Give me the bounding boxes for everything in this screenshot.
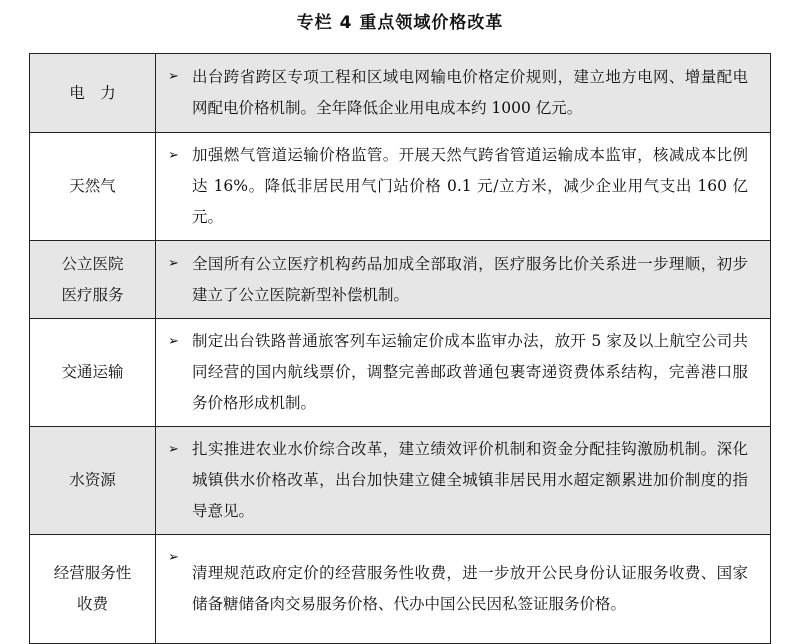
category-label: 天然气 [69,177,116,195]
content-text: 加强燃气管道运输价格监管。开展天然气跨省管道运输成本监审，核减成本比例达 16%。降低非居民用气门站价格 0.1 元/立方米，减少企业用气支出 160 亿元。 [192,146,748,226]
content-text: 清理规范政府定价的经营服务性收费，进一步放开公民身份认证服务收费、国家储备糖储备肉交易服务价格、代办中国公民因私签证服务价格。 [192,564,748,613]
content-text: 出台跨省跨区专项工程和区域电网输电价格定价规则，建立地方电网、增量配电网配电价格机制。全年降低企业用电成本约 1000 亿元。 [192,68,748,117]
content-cell [156,133,771,241]
content-cell [156,427,771,535]
table-row [30,133,771,241]
category-cell [30,319,156,427]
table-row [30,535,771,644]
category-label: 公立医院医疗服务 [61,254,124,304]
category-label: 交通运输 [61,363,124,381]
content-cell [156,535,771,644]
content-text: 制定出台铁路普通旅客列车运输定价成本监审办法，放开 5 家及以上航空公司共同经营的国内航线票价，调整完善邮政普通包裹寄递资费体系结构，完善港口服务价格形成机制。 [192,332,748,412]
category-label: 经营服务性收费 [53,564,132,613]
arrow-right-icon: ➢ [168,148,179,163]
arrow-right-icon: ➢ [168,69,179,84]
category-cell [30,54,156,133]
arrow-right-icon: ➢ [168,256,179,271]
category-cell [30,427,156,535]
reform-table [29,53,771,644]
category-label: 电 力 [69,83,116,102]
content-cell [156,319,771,427]
content-text: 扎实推进农业水价综合改革，建立绩效评价机制和资金分配挂钩激励机制。深化城镇供水价格改革，出台加快建立健全城镇非居民用水超定额累进加价制度的指导意见。 [192,440,748,520]
arrow-right-icon: ➢ [168,550,179,565]
table-row [30,241,771,319]
arrow-right-icon: ➢ [168,334,179,349]
content-text: 全国所有公立医疗机构药品加成全部取消，医疗服务比价关系进一步理顺，初步建立了公立医院新型补偿机制。 [192,254,748,304]
table-row [30,319,771,427]
content-cell [156,54,771,133]
category-cell [30,535,156,644]
table-row [30,427,771,535]
category-cell [30,133,156,241]
arrow-right-icon: ➢ [168,442,179,457]
content-cell [156,241,771,319]
category-label: 水资源 [69,471,116,489]
category-cell [30,241,156,319]
table-row [30,54,771,133]
page-title: 专栏 4 重点领域价格改革 [296,13,504,33]
